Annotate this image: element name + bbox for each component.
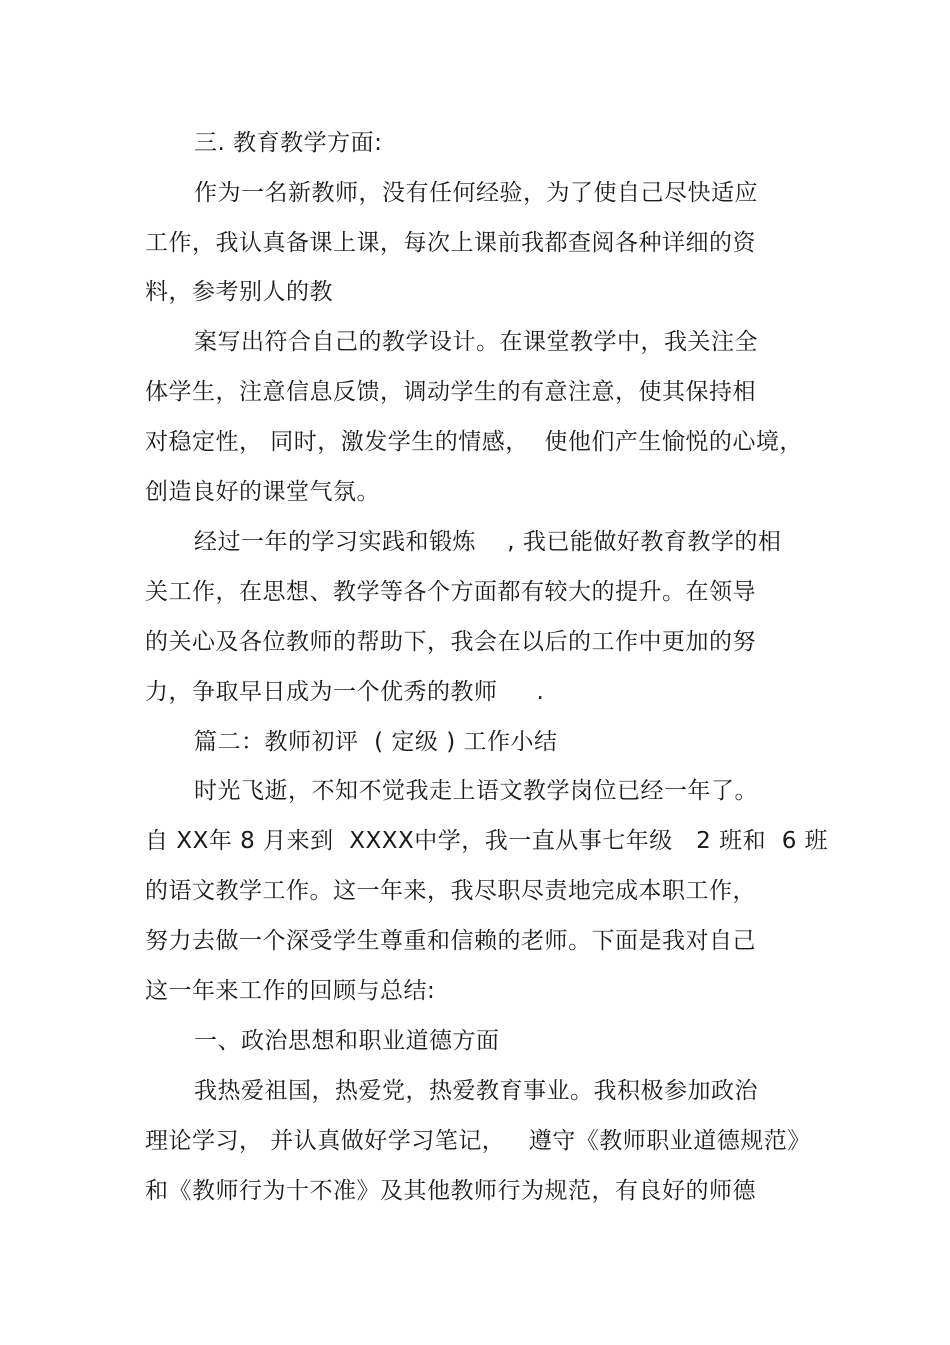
paragraph-line: 创造良好的课堂气氛。 [145,479,380,505]
paragraph-line: 自 XX年 8 月来到 XXXX中学，我一直从事七年级 2 班和 6 班 [145,828,829,854]
paragraph-line: 努力去做一个深受学生尊重和信赖的老师。下面是我对自己 [145,928,756,954]
paragraph-line: 理论学习， 并认真做好学习笔记， 遵守《教师职业道德规范》 [145,1128,811,1154]
paragraph-line: 经过一年的学习实践和锻炼 , 我已能做好教育教学的相 [194,529,782,555]
paragraph-line: 料，参考别人的教 [145,279,333,305]
paragraph-line: 工作，我认真备课上课，每次上课前我都查阅各种详细的资 [145,230,756,256]
paragraph-line: 时光飞逝，不知不觉我走上语文教学岗位已经一年了。 [194,778,758,804]
article-title: 篇二：教师初评 ( 定级 ) 工作小结 [194,729,558,755]
paragraph-line: 对稳定性， 同时，激发学生的情感， 使他们产生愉悦的心境， [145,429,803,455]
paragraph-line: 作为一名新教师，没有任何经验，为了使自己尽快适应 [194,180,758,206]
paragraph-line: 关工作，在思想、教学等各个方面都有较大的提升。在领导 [145,579,756,605]
section-heading: 三. 教育教学方面: [194,130,383,156]
paragraph-line: 案写出符合自己的教学设计。在课堂教学中，我关注全 [194,329,758,355]
paragraph-line: 的语文教学工作。这一年来，我尽职尽责地完成本职工作， [145,878,756,904]
paragraph-line: 力，争取早日成为一个优秀的教师 . [145,679,545,705]
paragraph-line: 体学生，注意信息反馈，调动学生的有意注意，使其保持相 [145,379,756,405]
paragraph-line: 我热爱祖国，热爱党，热爱教育事业。我积极参加政治 [194,1078,758,1104]
paragraph-line: 这一年来工作的回顾与总结: [145,978,436,1004]
paragraph-line: 的关心及各位教师的帮助下，我会在以后的工作中更加的努 [145,629,756,655]
paragraph-line: 和《教师行为十不准》及其他教师行为规范，有良好的师德 [145,1178,756,1204]
section-heading: 一、政治思想和职业道德方面 [194,1028,500,1054]
